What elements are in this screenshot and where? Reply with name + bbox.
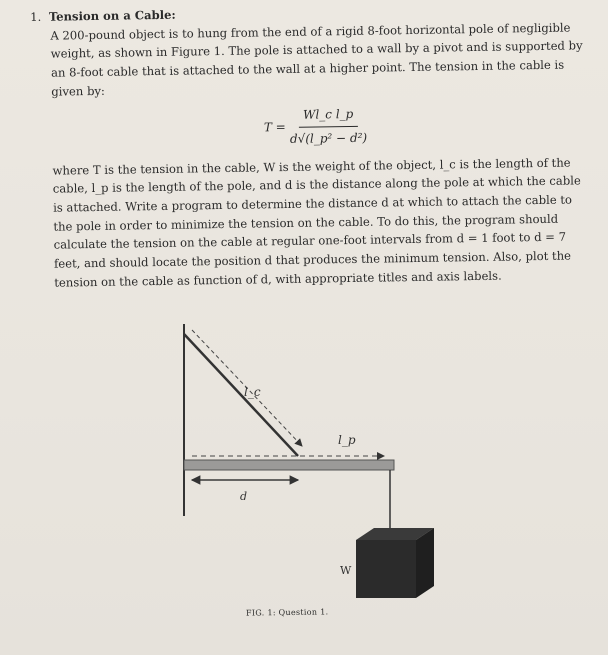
cable-line <box>184 334 298 456</box>
figure-1-diagram <box>170 318 440 638</box>
weight-block-side <box>416 528 434 598</box>
tension-formula <box>264 101 593 150</box>
formula-numerator: Wl_c l_p <box>299 105 358 128</box>
formula-lhs: T = <box>263 120 286 135</box>
question-number: 1. <box>30 9 42 24</box>
figure-caption: FIG. 1: Question 1. <box>245 607 329 618</box>
formula-fraction <box>289 105 367 149</box>
formula-denominator: d√(l_p² − d²) <box>289 130 368 146</box>
label-distance: d <box>240 490 248 503</box>
pole-bar <box>184 460 394 470</box>
question-body: where T is the tension in the cable, W is the weight of the object, l_c is the length of the cable, l_p is the length of the pole, and d is the distance along the pole at which the cable is attached. Write a program to determine the distance d at which to attach the cable to the pole in order to minimize the tension on the cable. To do this, the program should calculate the tension on the cable at regular one-foot intervals from d = 1 foot to d = 7 feet, and should locate the position d that produces the minimum tension. Also, plot the tension on the cable as function of d, with appropriate titles and axis labels. <box>52 155 581 290</box>
weight-block-front <box>356 540 416 598</box>
label-cable-length: l_c <box>244 385 261 399</box>
question-intro: A 200-pound object is to hung from the end of a rigid 8-foot horizontal pole of negligible weight, as shown in Figure 1. The pole is attached to a wall by a pivot and is supported by an 8-foot cable that is attached to the wall at a higher point. The tension in the cable is given by: <box>50 20 583 99</box>
question-block <box>30 0 594 292</box>
label-pole-length: l_p <box>338 433 356 447</box>
question-title: Tension on a Cable: <box>48 7 176 24</box>
label-weight: W <box>340 564 352 577</box>
